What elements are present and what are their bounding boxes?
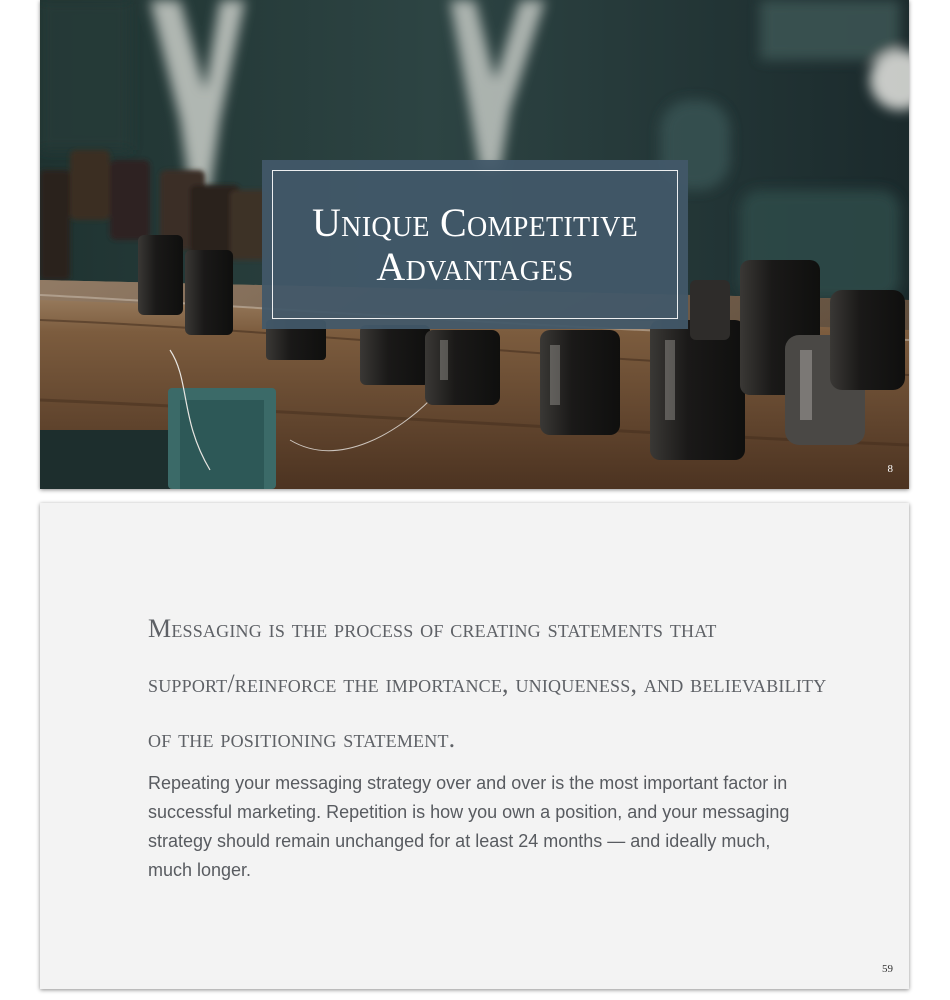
messaging-heading: Messaging is the process of creating statements that support/reinforce the importance, uniqueness, and believability of the positioning statement. [148, 614, 827, 753]
title-slide [40, 0, 909, 489]
text-slide [40, 503, 909, 989]
slide-title: Unique Competitive Advantages [311, 199, 639, 289]
title-box [262, 160, 688, 329]
page-number: 8 [887, 463, 893, 475]
title-frame [272, 170, 678, 319]
page-number: 59 [882, 963, 893, 975]
messaging-body: Repeating your messaging strategy over and over is the most important factor in successful marketing. Repetition is how you own a position, and your messaging strategy should remain unchanged for at least 24 months — and ideally much, much longer. [148, 773, 790, 880]
